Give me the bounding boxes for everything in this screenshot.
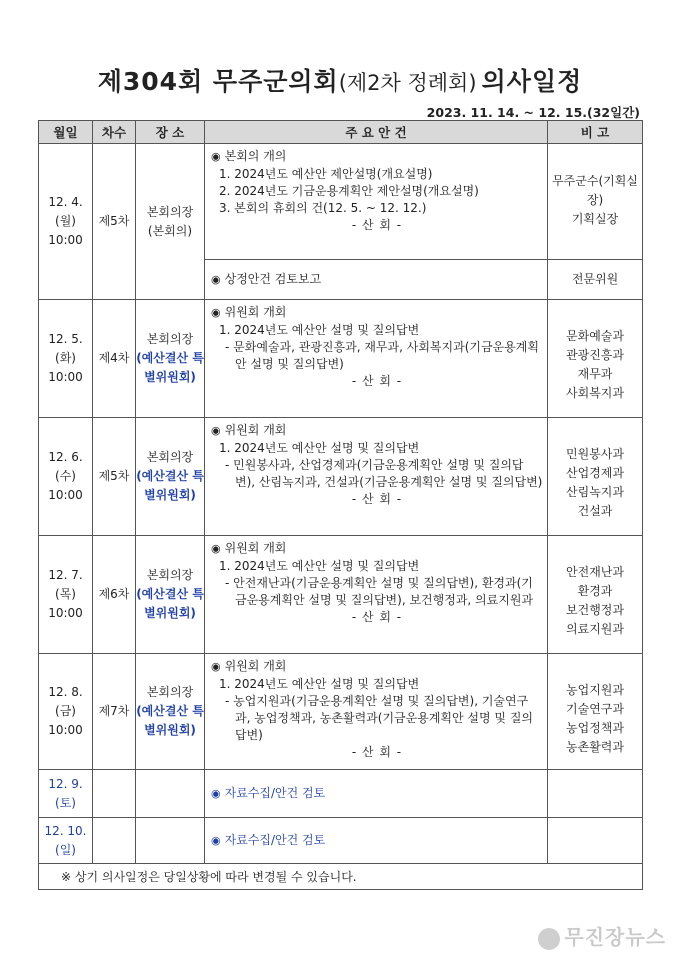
weekday: (금)	[55, 704, 76, 718]
header-place: 장 소	[136, 121, 205, 144]
footnote-row	[39, 864, 643, 890]
place-cell	[136, 654, 205, 770]
session-cell: 제6차	[93, 536, 136, 654]
note-line: 재무과	[577, 367, 613, 381]
footnote: ※ 상기 의사일정은 당일상황에 따라 변경될 수 있습니다.	[39, 864, 643, 890]
bullet-icon: ◉	[211, 306, 221, 319]
agenda-sub: - 안전재난과(기금운용계획안 설명 및 질의답변), 환경과(기금운용계획안 설명 및 질의답변), 보건행정과, 의료지원과	[225, 576, 534, 607]
session-cell	[93, 770, 136, 818]
agenda-head: ◉ 본회의 개의	[211, 149, 287, 163]
note-cell: 전문위원	[548, 260, 643, 300]
weekday: (화)	[55, 351, 76, 365]
note-line: 건설과	[577, 504, 613, 518]
agenda-head: ◉ 위원회 개회	[211, 305, 287, 319]
place-cell	[136, 770, 205, 818]
time: 10:00	[48, 723, 83, 737]
bullet-icon: ◉	[211, 787, 221, 800]
place-detail: (예산결산 특별위원회)	[136, 587, 204, 620]
note-line: 환경과	[577, 584, 613, 598]
place: 본회의장	[146, 204, 194, 219]
note-line: 민원봉사과	[566, 447, 624, 461]
period: 2023. 11. 14. ~ 12. 15.(32일간)	[426, 105, 640, 120]
agenda-item: 1. 2024년도 예산안 제안설명(개요설명)	[219, 167, 433, 181]
agenda-sub: - 농업지원과(기금운용계획안 설명 및 질의답변), 기술연구과, 농업정책과, 농촌활력과(기금운용계획안 설명 및 질의답변)	[225, 694, 534, 742]
title-tail: 의사일정	[481, 67, 583, 96]
agenda-cell	[205, 818, 548, 864]
date-cell	[39, 654, 93, 770]
bullet-icon: ◉	[211, 542, 221, 555]
table-row	[39, 418, 643, 536]
place-detail: (예산결산 특별위원회)	[136, 704, 204, 737]
document-title	[0, 62, 680, 98]
bullet-icon: ◉	[211, 424, 221, 437]
adjourn: - 산 회 -	[351, 492, 403, 506]
note-cell	[548, 654, 643, 770]
date-cell	[39, 144, 93, 300]
title-main: 제304회 무주군의회	[97, 67, 339, 96]
note-line: 기술연구과	[566, 702, 624, 716]
place: 본회의장	[146, 685, 194, 699]
place: 본회의장	[146, 332, 194, 346]
time: 10:00	[48, 233, 83, 247]
note-line: 무주군수(기획실장)	[552, 174, 638, 207]
note-line: 안전재난과	[566, 565, 624, 579]
bullet-icon: ◉	[211, 660, 221, 673]
date: 12. 4.	[48, 195, 83, 209]
bullet-icon: ◉	[211, 834, 221, 847]
agenda-sub: - 민원봉사과, 산업경제과(기금운용계획안 설명 및 질의답변), 산림녹지과, 건설과(기금운용계획안 설명 및 질의답변)	[225, 458, 543, 489]
note-line: 관광진흥과	[566, 348, 624, 362]
date-cell	[39, 300, 93, 418]
weekday: (수)	[55, 469, 76, 483]
note-line: 보건행정과	[566, 603, 624, 617]
note-line: 산업경제과	[566, 466, 624, 480]
agenda-head: 상정안건 검토보고	[224, 272, 322, 286]
place-cell	[136, 144, 205, 300]
weekday: (월)	[55, 214, 76, 228]
header-row	[39, 121, 643, 144]
bullet-icon: ◉	[211, 273, 221, 286]
agenda-cell	[205, 144, 548, 260]
time: 10:00	[48, 488, 83, 502]
note-line: 농촌활력과	[566, 740, 624, 754]
date: 12. 7.	[48, 568, 83, 582]
note-line: 농업지원과	[566, 683, 624, 697]
bullet-icon: ◉	[211, 150, 221, 163]
date-cell	[39, 418, 93, 536]
agenda-head: ◉ 위원회 개회	[211, 659, 287, 673]
weekday: (토)	[55, 795, 76, 810]
agenda-cell	[205, 536, 548, 654]
logo-icon	[538, 928, 560, 950]
agenda-cell	[205, 418, 548, 536]
date: 12. 5.	[48, 332, 83, 346]
header-agenda: 주 요 안 건	[205, 121, 548, 144]
place-detail: (예산결산 특별위원회)	[136, 469, 204, 502]
weekday: (일)	[55, 842, 76, 857]
agenda-item: 1. 2024년도 예산안 설명 및 질의답변	[219, 441, 420, 455]
date: 12. 6.	[48, 450, 83, 464]
header-session: 차수	[93, 121, 136, 144]
agenda-item: 1. 2024년도 예산안 설명 및 질의답변	[219, 323, 420, 337]
time: 10:00	[48, 370, 83, 384]
table-row	[39, 536, 643, 654]
title-sub: (제2차 정례회)	[338, 71, 477, 95]
agenda-item: 2. 2024년도 기금운용계획안 제안설명(개요설명)	[219, 184, 479, 198]
agenda-item: 3. 본회의 휴회의 건(12. 5. ~ 12. 12.)	[219, 201, 427, 215]
watermark-text: 무진장뉴스	[564, 925, 666, 949]
place-cell	[136, 418, 205, 536]
header-date: 월일	[39, 121, 93, 144]
agenda-item: 1. 2024년도 예산안 설명 및 질의답변	[219, 559, 420, 573]
date: 12. 8.	[48, 685, 83, 699]
note-line: 문화예술과	[566, 329, 624, 343]
time: 10:00	[48, 606, 83, 620]
table-row	[39, 300, 643, 418]
place: 본회의장	[146, 568, 194, 582]
table-row	[39, 818, 643, 864]
date-cell	[39, 536, 93, 654]
agenda-head: 자료수집/안건 검토	[224, 786, 326, 800]
place-cell	[136, 818, 205, 864]
note-cell	[548, 818, 643, 864]
note-line: 기획실장	[571, 212, 619, 226]
watermark	[538, 921, 666, 950]
header-note: 비 고	[548, 121, 643, 144]
session-cell	[93, 818, 136, 864]
note-cell	[548, 418, 643, 536]
session-cell: 제5차	[93, 144, 136, 300]
session-cell: 제7차	[93, 654, 136, 770]
date-cell	[39, 770, 93, 818]
date-cell	[39, 818, 93, 864]
agenda-cell	[205, 654, 548, 770]
agenda-sub: - 문화예술과, 관광진흥과, 재무과, 사회복지과(기금운용계획안 설명 및 질의답변)	[225, 340, 539, 371]
table-row	[39, 770, 643, 818]
adjourn: - 산 회 -	[351, 745, 403, 759]
agenda-item: 1. 2024년도 예산안 설명 및 질의답변	[219, 677, 420, 691]
table-row	[39, 144, 643, 260]
note-cell	[548, 300, 643, 418]
note-cell	[548, 770, 643, 818]
place-detail: (예산결산 특별위원회)	[136, 351, 204, 384]
date: 12. 10.	[44, 823, 87, 838]
adjourn: - 산 회 -	[351, 218, 403, 232]
place: 본회의장	[146, 450, 194, 464]
table-row	[39, 654, 643, 770]
adjourn: - 산 회 -	[351, 610, 403, 624]
date: 12. 9.	[48, 776, 83, 791]
note-line: 사회복지과	[566, 386, 624, 400]
session-cell: 제4차	[93, 300, 136, 418]
note-line: 산림녹지과	[566, 485, 624, 499]
place-cell	[136, 536, 205, 654]
note-cell	[548, 144, 643, 260]
place-detail: (본회의)	[147, 223, 193, 238]
agenda-cell	[205, 260, 548, 300]
place-cell	[136, 300, 205, 418]
agenda-cell	[205, 770, 548, 818]
note-line: 농업정책과	[566, 721, 624, 735]
agenda-head: 자료수집/안건 검토	[224, 833, 326, 847]
agenda-head: ◉ 위원회 개회	[211, 423, 287, 437]
agenda-cell	[205, 300, 548, 418]
session-cell: 제5차	[93, 418, 136, 536]
agenda-head: ◉ 위원회 개회	[211, 541, 287, 555]
weekday: (목)	[55, 587, 76, 601]
note-line: 의료지원과	[566, 622, 624, 636]
schedule-table	[38, 120, 643, 890]
adjourn: - 산 회 -	[351, 374, 403, 388]
note-cell	[548, 536, 643, 654]
